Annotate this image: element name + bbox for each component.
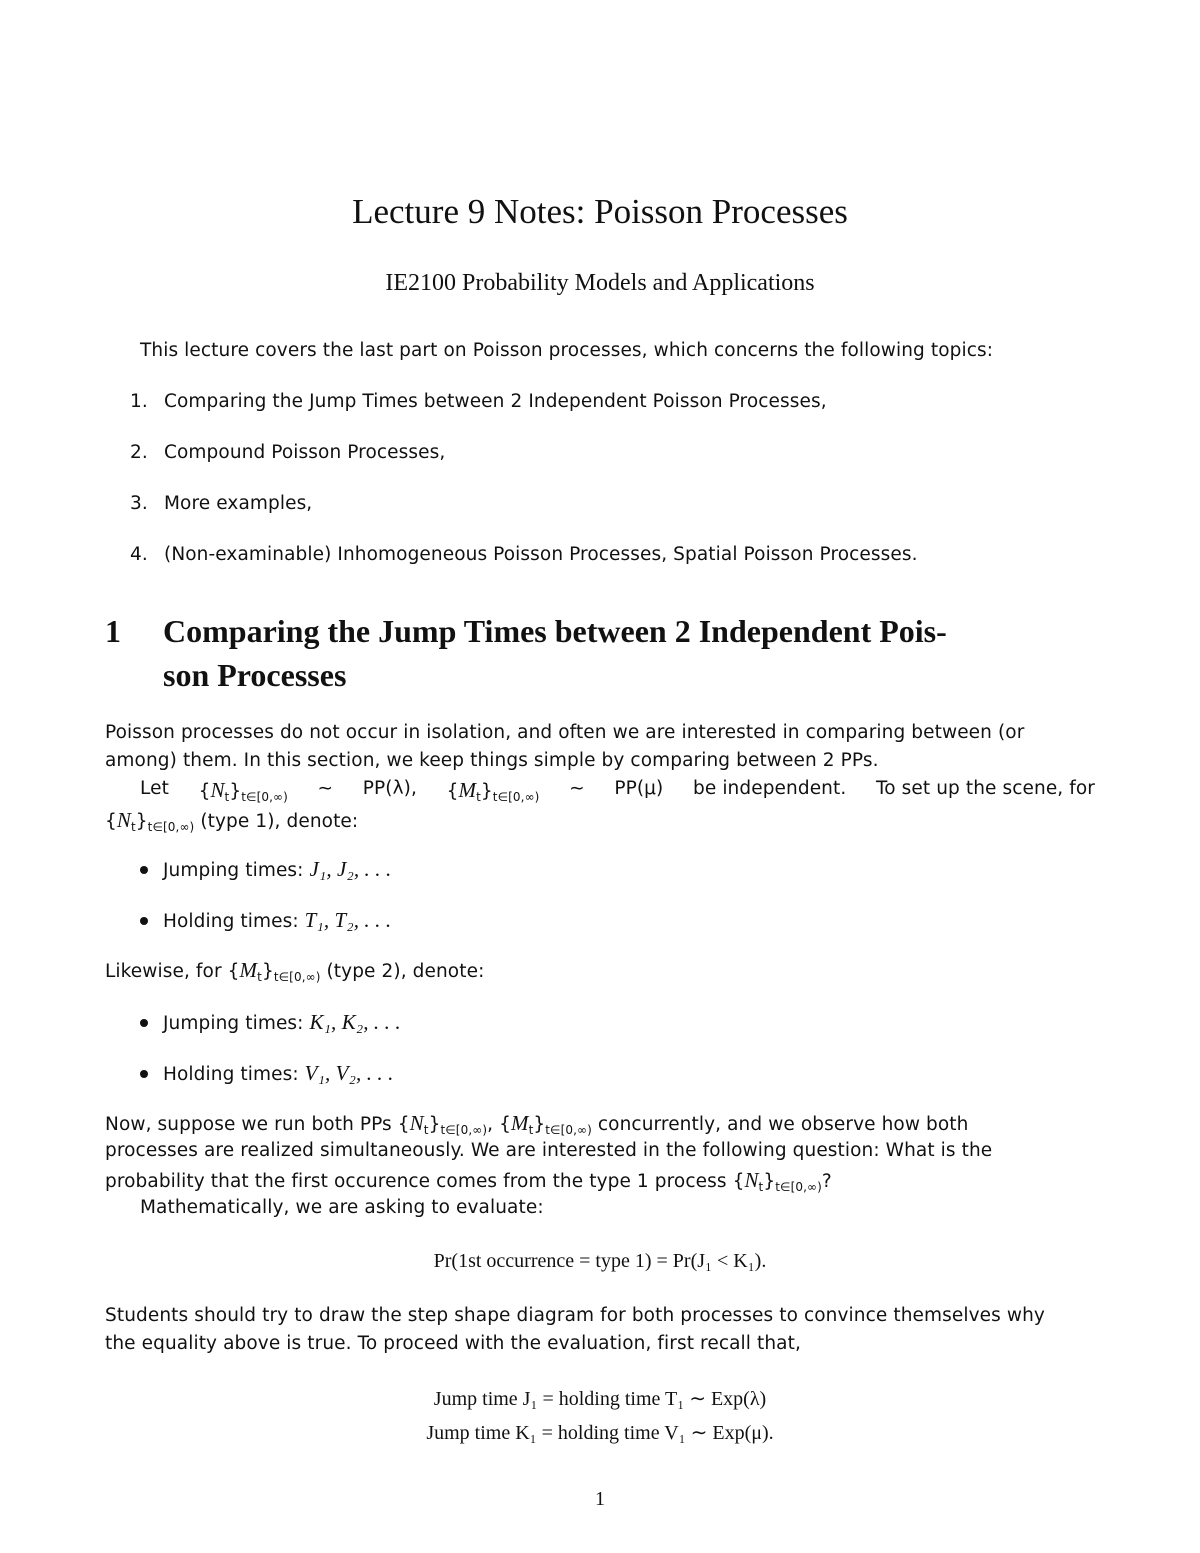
pp-lambda: PP(λ), [362,778,417,799]
bullet-icon [140,1019,148,1027]
topic-number: 1. [130,391,148,412]
paragraph-line: Likewise, for $\{M_t\}_{t\in[0,\infty)}$ (type 2), denote: [105,958,485,984]
section-title-line1: Comparing the Jump Times between 2 Independent Pois- [163,613,947,649]
topic-item [130,544,918,565]
bullet-item: Holding times: V₁, V₂, . . . [163,1061,394,1085]
paragraph-line [140,778,1095,804]
pp-mu: PP(μ) [614,778,664,799]
be-independent: be independent. [693,778,847,799]
topic-item [130,391,827,412]
bullet-icon [140,866,148,874]
to-set-up: To set up the scene, for [876,778,1095,799]
intro-paragraph: This lecture covers the last part on Poisson processes, which concerns the following topics: [140,340,994,361]
section-number: 1 [105,613,121,649]
section-title-line2: son Processes [163,657,347,693]
topic-text: Compound Poisson Processes, [164,442,446,463]
process-m: $\{M_t\}_{t\in[0,\infty)}$ [499,1111,592,1137]
paragraph-line: Now, suppose we run both PPs $\{N_t\}_{t\in[0,\infty)}$, $\{M_t\}_{t\in[0,\infty)}$ concurrently, and we observe how both [105,1111,969,1137]
process-n: $\{N_t\}_{t\in[0,\infty)}$ [397,1111,488,1137]
topic-text: More examples, [164,493,313,514]
sim-symbol: ∼ [317,778,334,799]
process-n: $\{N_t\}_{t\in[0,\infty)}$ [198,778,288,804]
topic-item [130,442,445,463]
let-word: Let [140,778,169,799]
paragraph-line [105,808,358,834]
sim-symbol: ∼ [569,778,585,799]
page-number: 1 [595,1488,605,1510]
paragraph-line: Mathematically, we are asking to evaluate: [140,1197,544,1218]
topic-text: Comparing the Jump Times between 2 Independent Poisson Processes, [164,391,827,412]
course-subtitle: IE2100 Probability Models and Applications [385,270,815,296]
topic-item [130,493,312,514]
page-title: Lecture 9 Notes: Poisson Processes [352,192,848,231]
paragraph-line: the equality above is true. To proceed with the evaluation, first recall that, [105,1333,801,1354]
equation: Pr(1st occurrence = type 1) = Pr(J₁ < K₁). [433,1250,767,1272]
bullet-item: Holding times: T₁, T₂, . . . [163,908,392,932]
bullet-item: Jumping times: J₁, J₂, . . . [163,857,392,881]
topic-number: 2. [130,442,148,463]
process-m: $\{M_t\}_{t\in[0,\infty)}$ [227,958,321,984]
process-n: $\{N_t\}_{t\in[0,\infty)}$ [732,1168,822,1194]
paragraph-line: among) them. In this section, we keep things simple by comparing between 2 PPs. [105,750,879,771]
process-n: $\{N_t\}_{t\in[0,\infty)}$ [105,808,195,834]
type1-label: (type 1), denote: [200,811,359,832]
bullet-icon [140,917,148,925]
topic-number: 3. [130,493,148,514]
equation: Jump time J₁ = holding time T₁ ∼ Exp(λ) [433,1388,767,1410]
paragraph-line: Students should try to draw the step shape diagram for both processes to convince themselves why [105,1305,1045,1326]
equation: Jump time K₁ = holding time V₁ ∼ Exp(μ). [426,1422,774,1444]
paragraph-line: Poisson processes do not occur in isolation, and often we are interested in comparing between (or [105,722,1025,743]
paragraph-line: probability that the first occurence comes from the type 1 process $\{N_t\}_{t\in[0,\infty)}$? [105,1168,832,1194]
paragraph-line: processes are realized simultaneously. We are interested in the following question: What is the [105,1140,993,1161]
bullet-icon [140,1070,148,1078]
process-m: $\{M_t\}_{t\in[0,\infty)}$ [446,778,540,804]
topic-number: 4. [130,544,148,565]
bullet-item: Jumping times: K₁, K₂, . . . [163,1010,401,1034]
topic-text: (Non-examinable) Inhomogeneous Poisson Processes, Spatial Poisson Processes. [164,544,918,565]
